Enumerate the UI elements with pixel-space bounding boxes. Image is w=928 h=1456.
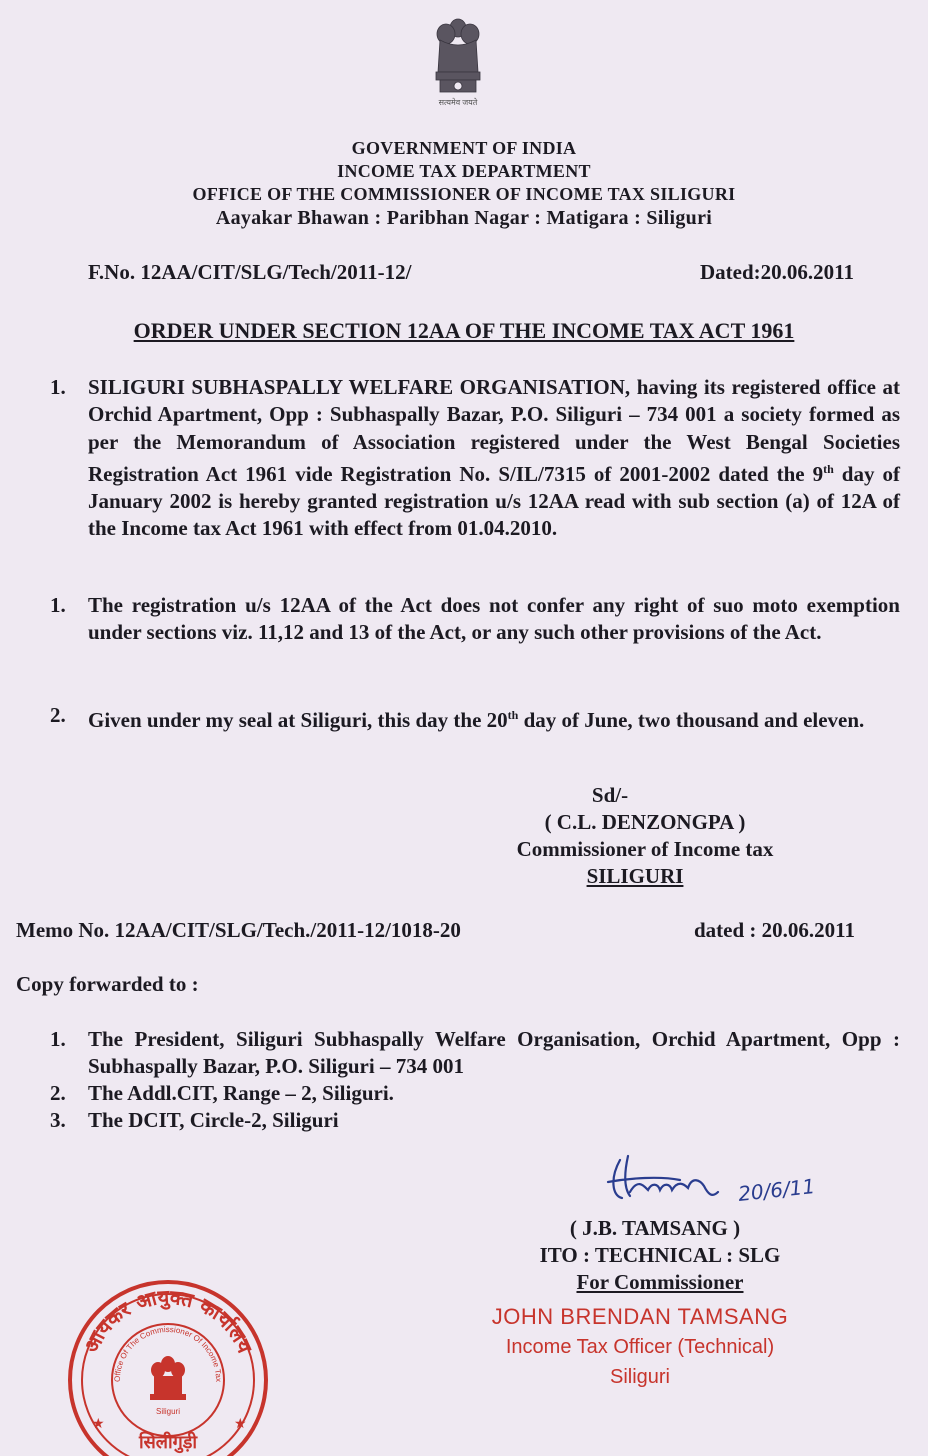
sd-mark: Sd/- [591, 783, 629, 807]
header-line-3: OFFICE OF THE COMMISSIONER OF INCOME TAX SILIGURI [192, 184, 736, 204]
header-line-2: INCOME TAX DEPARTMENT [337, 161, 591, 181]
paragraph-text: The registration u/s 12AA of the Act does not confer any right of suo moto exemption under sections viz. 11,12 and 13 of the Act, or any such other provisions of the Act. [88, 593, 900, 645]
paragraph-text: SILIGURI SUBHASPALLY WELFARE ORGANISATION, having its registered office at Orchid Apartment, Opp : Subhaspally Bazar, P.O. Siliguri – 734 001 a society formed as per the Memorandum of Association registered under the West Bengal Societies Registration Act 1961 vide Registration No. S/IL/7315 of 2001-2002 dated the 9 [88, 375, 900, 486]
seal-middle-text: Office Of The Commissioner Of Income Tax [112, 1324, 224, 1383]
memo-date: dated : 20.06.2011 [694, 918, 856, 942]
officer-name: ( J.B. TAMSANG ) [569, 1216, 741, 1240]
seal-top-text: आयकर आयुक्त कार्यालय [78, 1284, 258, 1357]
copy-item-1 [28, 1026, 900, 1080]
copy-item-text: The President, Siliguri Subhaspally Welfare Organisation, Orchid Apartment, Opp : Subhaspally Bazar, P.O. Siliguri – 734 001 [88, 1027, 900, 1078]
order-paragraph-2 [28, 592, 900, 647]
file-number: F.No. 12AA/CIT/SLG/Tech/2011-12/ [88, 260, 412, 284]
seal-bottom-text: सिलीगुड़ी [138, 1432, 198, 1453]
paragraph-text-cont: day of June, two thousand and eleven. [518, 708, 865, 732]
stamp-officer-name: JOHN BRENDAN TAMSANG [491, 1304, 789, 1329]
header-line-1: GOVERNMENT OF INDIA [351, 138, 577, 158]
copy-item-3 [28, 1107, 900, 1134]
commissioner-place: SILIGURI [586, 864, 684, 888]
commissioner-name: ( C.L. DENZONGPA ) [544, 810, 746, 834]
stamp-officer-place: Siliguri [609, 1366, 671, 1388]
seal-star-left: ★ [92, 1417, 105, 1432]
paragraph-text: Given under my seal at Siliguri, this day the 20 [88, 708, 508, 732]
seal-small-text: Siliguri [155, 1407, 181, 1416]
copy-item-number: 3. [50, 1108, 66, 1132]
superscript: th [507, 708, 519, 722]
copy-item-2 [28, 1080, 900, 1107]
copy-item-number: 1. [50, 1027, 66, 1051]
superscript: th [823, 461, 834, 476]
svg-text:आयकर आयुक्त कार्यालय [79, 1285, 258, 1358]
order-paragraph-3 [28, 702, 900, 734]
paragraph-number: 1. [50, 593, 66, 617]
svg-text:Office Of The Commissioner Of [113, 1325, 223, 1382]
stamp-officer-designation: Income Tax Officer (Technical) [505, 1336, 775, 1358]
paragraph-number: 1. [50, 375, 66, 399]
memo-number: Memo No. 12AA/CIT/SLG/Tech./2011-12/1018-20 [16, 918, 461, 942]
state-emblem-icon [418, 14, 498, 110]
copy-forwarded-label: Copy forwarded to : [16, 972, 199, 996]
signature-date: 20/6/11 [736, 1174, 817, 1206]
order-paragraph-1 [28, 374, 900, 543]
officer-designation: ITO : TECHNICAL : SLG [539, 1243, 781, 1267]
commissioner-designation: Commissioner of Income tax [516, 837, 774, 861]
order-date: Dated:20.06.2011 [700, 260, 854, 284]
copy-item-number: 2. [50, 1081, 66, 1105]
order-title: ORDER UNDER SECTION 12AA OF THE INCOME TAX ACT 1961 [133, 318, 795, 343]
header-address: Aayakar Bhawan : Paribhan Nagar : Matigara : Siliguri [215, 207, 713, 229]
for-commissioner: For Commissioner [576, 1270, 744, 1294]
seal-star-right: ★ [234, 1417, 247, 1432]
emblem-motto: सत्यमेव जयते [438, 98, 478, 107]
handwritten-signature [600, 1148, 740, 1208]
paragraph-number: 2. [50, 703, 66, 727]
office-seal [58, 1268, 278, 1456]
copy-item-text: The DCIT, Circle-2, Siliguri [88, 1108, 339, 1132]
copy-item-text: The Addl.CIT, Range – 2, Siliguri. [88, 1081, 394, 1105]
paragraph-text-cont: day of January 2002 is hereby granted registration u/s 12AA read with sub section (a) of 12A of the Income tax Act 1961 with effect from 01.04.2010. [88, 461, 900, 541]
